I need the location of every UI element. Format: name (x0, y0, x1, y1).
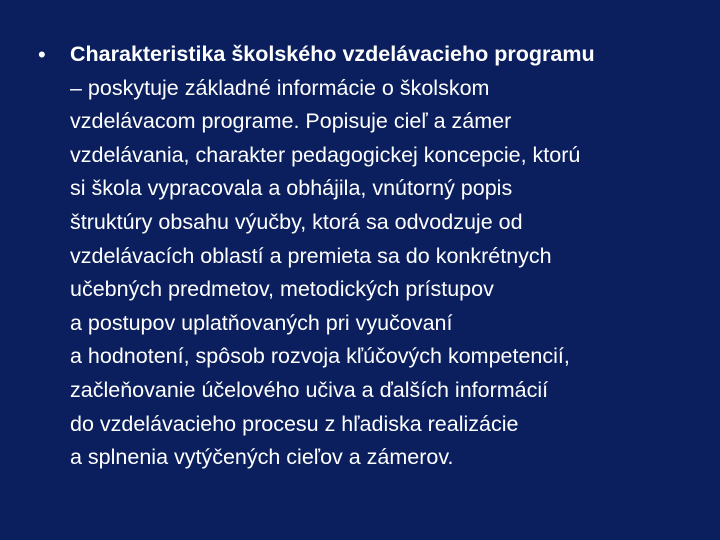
bullet-text-line: vzdelávacom programe. Popisuje cieľ a zámer (70, 109, 512, 134)
slide-content (30, 38, 698, 475)
bullet-text-line: a postupov uplatňovaných pri vyučovaní (70, 310, 453, 335)
bullet-text-line: – poskytuje základné informácie o školskom (70, 75, 490, 100)
bullet-heading: Charakteristika školského vzdelávacieho programu (70, 42, 595, 66)
bullet-text-line: začleňovanie účelového učiva a ďalších informácií (70, 377, 549, 402)
bullet-text-line: vzdelávacích oblastí a premieta sa do konkrétnych (70, 243, 552, 268)
bullet-text-line: a splnenia vytýčených cieľov a zámerov. (70, 445, 454, 470)
bullet-text-line: do vzdelávacieho procesu z hľadiska realizácie (70, 411, 519, 436)
bullet-item (30, 38, 698, 475)
bullet-heading-line (70, 38, 698, 72)
bullet-text-line: si škola vypracovala a obhájila, vnútorný popis (70, 176, 513, 201)
bullet-text-line: učebných predmetov, metodických prístupov (70, 277, 494, 302)
bullet-text-line: vzdelávania, charakter pedagogickej koncepcie, ktorú (70, 142, 581, 167)
bullet-text (70, 38, 698, 475)
bullet-text-line: štruktúry obsahu výučby, ktorá sa odvodzuje od (70, 209, 523, 234)
bullet-icon: • (38, 42, 46, 67)
bullet-text-line: a hodnotení, spôsob rozvoja kľúčových kompetencií, (70, 344, 570, 369)
